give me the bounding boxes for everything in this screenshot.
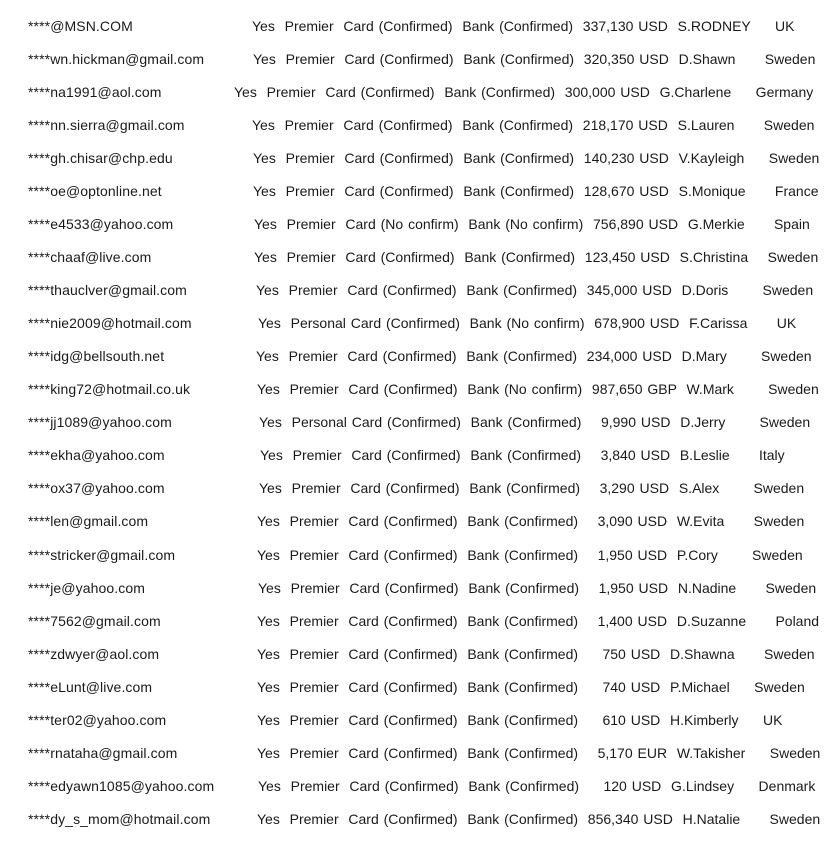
list-item (0, 273, 838, 306)
list-item (0, 438, 838, 471)
list-item (0, 141, 838, 174)
list-item (0, 571, 838, 604)
list-item (0, 538, 838, 571)
record-details: Yes Premier Card (Confirmed) Bank (Confirmed) 120 USD G.Lindsey Denmark (258, 778, 816, 794)
record-details: Yes Premier Card (No confirm) Bank (No confirm) 756,890 USD G.Merkie Spain (254, 216, 810, 232)
record-details: Yes Premier Card (Confirmed) Bank (Confirmed) 1,400 USD D.Suzanne Poland (257, 613, 820, 629)
record-details: Yes Premier Card (Confirmed) Bank (Confirmed) 1,950 USD P.Cory Sweden (257, 547, 803, 563)
email-text: ****je@yahoo.com (28, 580, 145, 596)
list-item (0, 504, 838, 537)
list-item (0, 703, 838, 736)
email-text: ****jj1089@yahoo.com (28, 414, 172, 430)
email-text: ****ekha@yahoo.com (28, 447, 165, 463)
email-text: ****na1991@aol.com (28, 84, 162, 100)
list-item (0, 174, 838, 207)
list-item (0, 240, 838, 273)
email-text: ****e4533@yahoo.com (28, 216, 174, 232)
email-text: ****ox37@yahoo.com (28, 480, 165, 496)
email-text: ****eLunt@live.com (28, 679, 153, 695)
email-text: ****chaaf@live.com (28, 249, 152, 265)
email-text: ****king72@hotmail.co.uk (28, 381, 191, 397)
email-text: ****oe@optonline.net (28, 183, 162, 199)
list-item (0, 471, 838, 504)
list-item (0, 372, 838, 405)
email-text: ****stricker@gmail.com (28, 547, 176, 563)
list-item (0, 769, 838, 802)
record-details: Yes Premier Card (Confirmed) Bank (Confirmed) 123,450 USD S.Christina Sweden (254, 249, 819, 265)
list-item (0, 207, 838, 240)
list-item (0, 42, 838, 75)
list-item (0, 637, 838, 670)
list-item (0, 802, 838, 835)
email-text: ****zdwyer@aol.com (28, 646, 160, 662)
list-item (0, 339, 838, 372)
record-details: Yes Premier Card (Confirmed) Bank (Confirmed) 320,350 USD D.Shawn Sweden (253, 51, 816, 67)
record-details: Yes Premier Card (Confirmed) Bank (Confirmed) 5,170 EUR W.Takisher Sweden (257, 745, 821, 761)
record-details: Yes Premier Card (Confirmed) Bank (Confirmed) 3,090 USD W.Evita Sweden (257, 513, 805, 529)
record-details: Yes Premier Card (Confirmed) Bank (Confirmed) 234,000 USD D.Mary Sweden (256, 348, 812, 364)
email-text: ****nn.sierra@gmail.com (28, 117, 185, 133)
record-details: Yes Premier Card (Confirmed) Bank (Confirmed) 128,670 USD S.Monique France (253, 183, 819, 199)
email-text: ****@MSN.COM (28, 18, 133, 34)
email-text: ****ter02@yahoo.com (28, 712, 167, 728)
record-details: Yes Premier Card (Confirmed) Bank (Confirmed) 345,000 USD D.Doris Sweden (256, 282, 814, 298)
record-details: Yes Premier Card (Confirmed) Bank (Confirmed) 3,290 USD S.Alex Sweden (259, 480, 805, 496)
record-details: Yes Premier Card (Confirmed) Bank (Confirmed) 3,840 USD B.Leslie Italy (260, 447, 785, 463)
list-item (0, 75, 838, 108)
record-details: Yes Premier Card (Confirmed) Bank (Confirmed) 337,130 USD S.RODNEY UK (252, 18, 795, 34)
record-details: Yes Premier Card (Confirmed) Bank (No confirm) 987,650 GBP W.Mark Sweden (257, 381, 819, 397)
list-item (0, 9, 838, 42)
email-text: ****len@gmail.com (28, 513, 149, 529)
record-details: Yes Personal Card (Confirmed) Bank (No confirm) 678,900 USD F.Carissa UK (258, 315, 797, 331)
list-item (0, 108, 838, 141)
email-text: ****nie2009@hotmail.com (28, 315, 192, 331)
record-details: Yes Premier Card (Confirmed) Bank (Confirmed) 750 USD D.Shawna Sweden (257, 646, 815, 662)
list-item (0, 405, 838, 438)
record-details: Yes Premier Card (Confirmed) Bank (Confirmed) 610 USD H.Kimberly UK (257, 712, 783, 728)
list-item (0, 306, 838, 339)
email-text: ****idg@bellsouth.net (28, 348, 165, 364)
email-text: ****edyawn1085@yahoo.com (28, 778, 215, 794)
list-item (0, 670, 838, 703)
email-text: ****7562@gmail.com (28, 613, 161, 629)
record-details: Yes Premier Card (Confirmed) Bank (Confirmed) 218,170 USD S.Lauren Sweden (252, 117, 815, 133)
record-details: Yes Premier Card (Confirmed) Bank (Confirmed) 1,950 USD N.Nadine Sweden (258, 580, 817, 596)
email-text: ****dy_s_mom@hotmail.com (28, 811, 211, 827)
list-item (0, 604, 838, 637)
record-details: Yes Premier Card (Confirmed) Bank (Confirmed) 740 USD P.Michael Sweden (257, 679, 805, 695)
email-text: ****thauclver@gmail.com (28, 282, 187, 298)
email-text: ****gh.chisar@chp.edu (28, 150, 173, 166)
list-item (0, 736, 838, 769)
email-text: ****rnataha@gmail.com (28, 745, 178, 761)
record-details: Yes Premier Card (Confirmed) Bank (Confirmed) 140,230 USD V.Kayleigh Sweden (253, 150, 820, 166)
record-details: Yes Premier Card (Confirmed) Bank (Confirmed) 856,340 USD H.Natalie Sweden (257, 811, 821, 827)
record-details: Yes Premier Card (Confirmed) Bank (Confirmed) 300,000 USD G.Charlene Germany (234, 84, 814, 100)
email-text: ****wn.hickman@gmail.com (28, 51, 205, 67)
record-details: Yes Personal Card (Confirmed) Bank (Confirmed) 9,990 USD D.Jerry Sweden (259, 414, 811, 430)
